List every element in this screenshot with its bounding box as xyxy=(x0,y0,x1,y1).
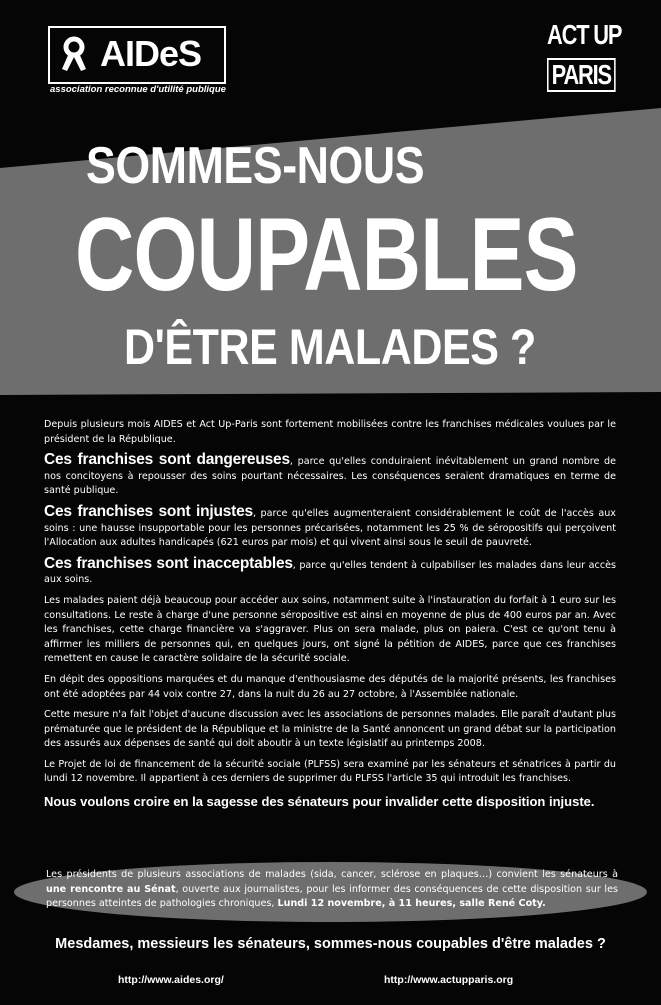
meeting-text-part2: , ouverte aux journalistes, pour les informer des conséquences de cette disposition sur les personnes atteintes de pathologies chroniques, xyxy=(46,883,619,910)
headline-line1: SOMMES-NOUS xyxy=(86,137,425,195)
vote-paragraph: En dépit des oppositions marquées et du manque d'enthousiasme des députés de la majorité présents, les franchises ont été adoptées par 44 voix contre 27, dans la nuit du 26 au 27 octobre, à l'Assemblée nationale. xyxy=(44,673,616,700)
plfss-paragraph: Le Projet de loi de financement de la sécurité sociale (PLFSS) sera examiné par les sénateurs et sénatrices à partir du lundi 12 novembre. Il appartient à ces derniers de supprimer du PLFSS l'article 35 qui introduit les franchises. xyxy=(44,758,616,785)
bottom-question: Mesdames, messieurs les sénateurs, sommes-nous coupables d'être malades ? xyxy=(55,936,606,952)
discussion-paragraph: Cette mesure n'a fait l'objet d'aucune discussion avec les associations de personnes malades. Elle paraît d'autant plus prématurée que le président de la République et la ministre de la Santé annoncent un grand débat sur la participation des assurés aux dépenses de santé qui doit aboutir à un texte législatif au printemps 2008. xyxy=(44,709,616,750)
meeting-text xyxy=(46,868,618,912)
meeting-location: une rencontre au Sénat xyxy=(46,883,176,895)
aides-tagline: association reconnue d'utilité publique xyxy=(50,84,226,95)
actup-logo-line2: PARIS xyxy=(547,58,616,92)
actup-url-link[interactable]: http://www.actupparis.org xyxy=(384,974,514,986)
unjust-text: , parce qu'elles augmenteraient considérablement le coût de l'accès aux soins : une hausse insupportable pour les personnes précarisées, notamment les 25 % de séropositifs qui perçoivent l'Allocation aux adultes handicapés (621 euros par mois) et qui vivent ainsi sous le seuil de pauvreté. xyxy=(44,507,616,549)
aides-url-link[interactable]: http://www.aides.org/ xyxy=(118,974,224,986)
unjust-lead: Ces franchises sont injustes xyxy=(44,502,253,520)
unacceptable-paragraph xyxy=(44,554,617,588)
unjust-paragraph xyxy=(44,502,616,551)
dangerous-lead: Ces franchises sont dangereuses xyxy=(44,451,290,469)
unacceptable-text: , parce qu'elles tendent à culpabiliser les malades dans leur accès aux soins. xyxy=(44,559,617,586)
dangerous-paragraph xyxy=(44,453,616,499)
actup-logo-line1: ACT UP xyxy=(547,19,622,50)
intro-paragraph: Depuis plusieurs mois AIDES et Act Up-Paris sont fortement mobilisées contre les franchises médicales voulues par le président de la République. xyxy=(44,419,616,445)
dangerous-text: , parce qu'elles conduiraient inévitablement un grand nombre de nos concitoyens à repousser des soins pourtant nécessaires. Les conséquences seraient dramatiques en terme de santé publique. xyxy=(44,456,616,497)
costs-paragraph: Les malades paient déjà beaucoup pour accéder aux soins, notamment suite à l'instauration du forfait à 1 euro sur les consultations. Le reste à charge d'une personne séropositive est ainsi en moyenne de plus de 400 euros par an. Avec les franchises, cette charge financière va s'aggraver. Plus on sera malade, plus on paiera. C'est ce qu'ont tenu à affirmer les milliers de personnes qui, en quelques jours, ont signé la pétition de AIDES, parce que ces franchises remettent en cause le caractère solidaire de la sécurité sociale. xyxy=(44,594,616,665)
meeting-text-part1: Les présidents de plusieurs associations de malades (sida, cancer, sclérose en plaques…) convient les sénateurs à xyxy=(46,869,618,880)
headline-line3: D'ÊTRE MALADES ? xyxy=(124,319,536,375)
aides-name: AIDeS xyxy=(100,33,202,74)
body-text xyxy=(44,418,616,817)
unacceptable-lead: Ces franchises sont inacceptables xyxy=(44,554,293,572)
aides-logo xyxy=(48,26,226,84)
headline-line2: COUPABLES xyxy=(75,197,578,313)
ribbon-icon xyxy=(58,35,90,75)
actup-logo xyxy=(547,19,622,100)
closing-statement: Nous voulons croire en la sagesse des sénateurs pour invalider cette disposition injuste. xyxy=(44,794,595,810)
meeting-date: Lundi 12 novembre, à 11 heures, salle René Coty. xyxy=(277,898,546,910)
